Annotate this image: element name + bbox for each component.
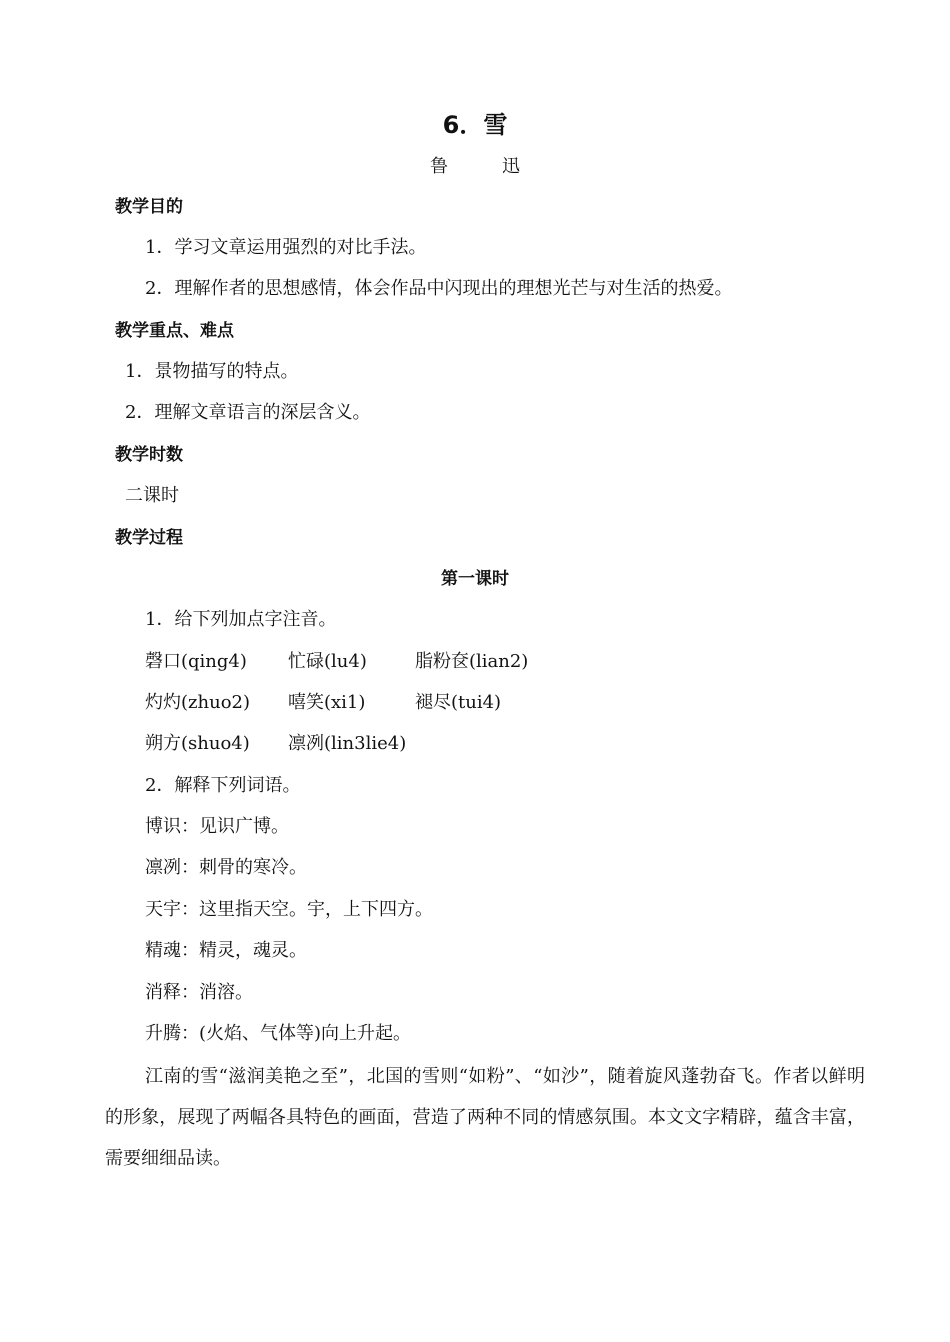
lesson-heading: 第一课时 [441,569,509,589]
pinyin-item: 灼灼(zhuo2) [145,692,251,713]
vocab-item: 凛冽：刺骨的寒冷。 [145,857,307,878]
pinyin-item: 褪尽(tui4) [415,692,502,713]
pinyin-item: 凛冽(lin3lie4) [288,733,407,754]
vocab-item: 升腾：(火焰、气体等)向上升起。 [145,1023,412,1044]
pinyin-item: 忙碌(lu4) [288,651,367,672]
vocab-item: 天宇：这里指天空。宇，上下四方。 [145,899,433,920]
vocab-item: 消释：消溶。 [145,982,253,1003]
key-point-item: 1．景物描写的特点。 [125,361,299,382]
pinyin-item: 朔方(shuo4) [145,733,250,754]
process-heading: 教学过程 [115,528,183,548]
pinyin-item: 脂粉奁(lian2) [415,651,529,672]
objective-item: 1．学习文章运用强烈的对比手法。 [145,237,427,258]
pinyin-item: 嘻笑(xi1) [288,692,366,713]
hours-value: 二课时 [125,485,179,506]
pinyin-task: 1．给下列加点字注音。 [145,609,337,630]
hours-heading: 教学时数 [115,445,183,465]
objective-item: 2．理解作者的思想感情，体会作品中闪现出的理想光芒与对生活的热爱。 [145,278,733,299]
objectives-heading: 教学目的 [115,197,183,217]
page-title: 6．雪 [442,111,508,139]
key-points-heading: 教学重点、难点 [115,321,234,341]
vocab-item: 精魂：精灵，魂灵。 [145,940,307,961]
author-name: 鲁 迅 [430,156,538,177]
vocab-task: 2．解释下列词语。 [145,775,301,796]
key-point-item: 2．理解文章语言的深层含义。 [125,402,371,423]
vocab-item: 博识：见识广博。 [145,816,289,837]
summary-paragraph: 江南的雪“滋润美艳之至”，北国的雪则“如粉”、“如沙”，随着旋风蓬勃奋飞。作者以鲜明的形象，展现了两幅各具特色的画面，营造了两种不同的情感氛围。本文文字精辟，蕴含丰富，需要细细品读。 [105,1066,865,1169]
pinyin-item: 磬口(qing4) [145,651,247,672]
